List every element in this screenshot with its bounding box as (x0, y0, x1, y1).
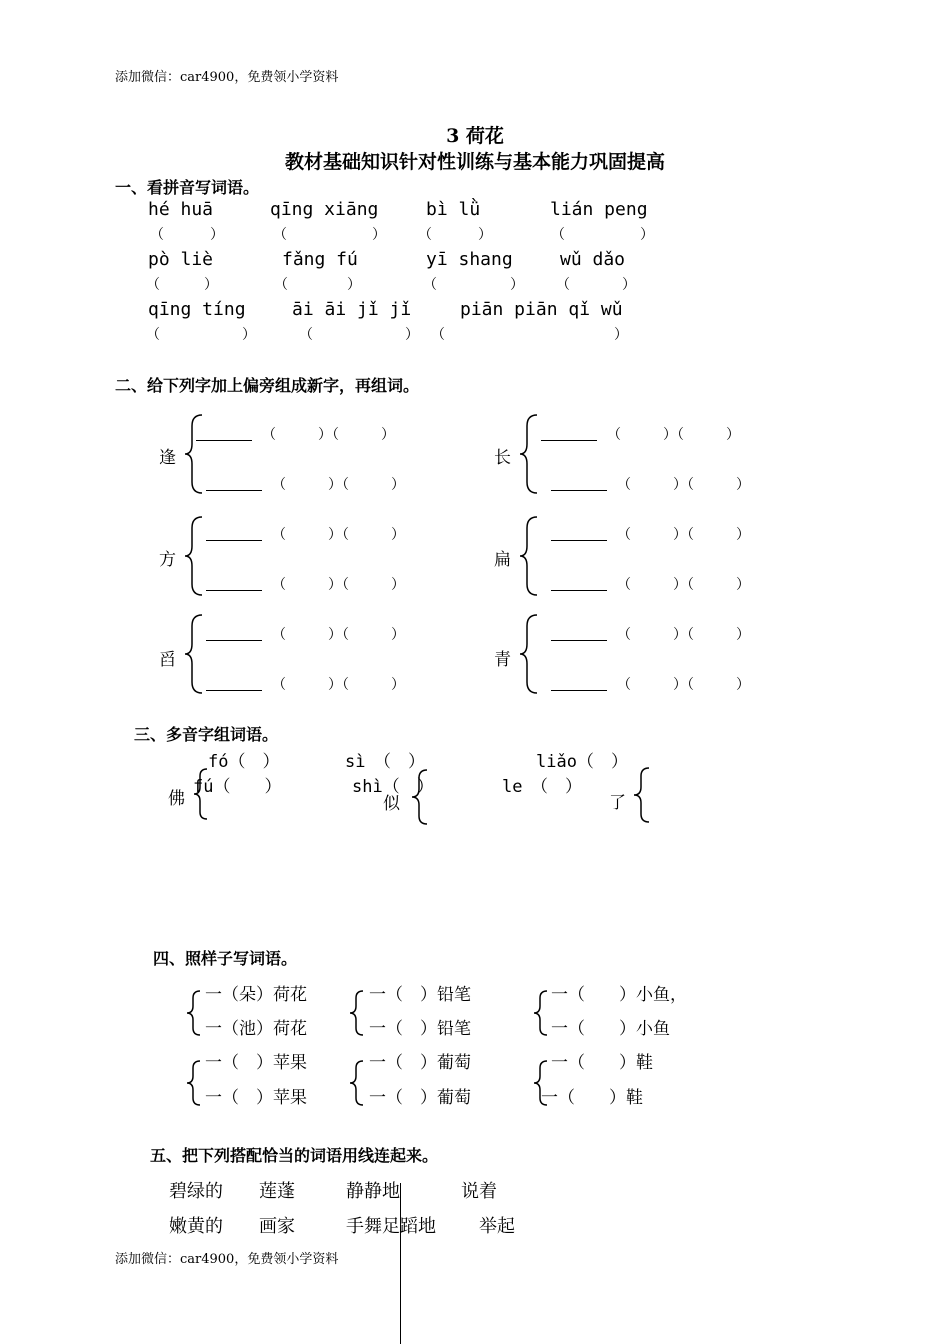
answer-blank[interactable] (551, 490, 607, 491)
match-word[interactable]: 莲蓬 (259, 1181, 295, 1202)
radical-char: 长 (494, 448, 511, 468)
pinyin-pian-pian-qi-wu: piān piān qǐ wǔ (460, 299, 623, 320)
left-brace-icon (533, 990, 549, 1036)
answer-paren-open[interactable]: （ (431, 327, 445, 343)
answer-paren-open[interactable]: （ (146, 277, 160, 293)
answer-blank[interactable] (196, 440, 252, 441)
example-phrase: 一（朵）荷花 (205, 985, 307, 1005)
answer-paren-open[interactable]: （ (274, 277, 288, 293)
radical-char: 舀 (159, 650, 176, 670)
match-word[interactable]: 说着 (461, 1181, 497, 1202)
phrase-blank[interactable]: 一（ ）苹果 (205, 1088, 307, 1108)
left-brace-icon (184, 516, 206, 596)
answer-parens[interactable]: （ ）（ ） (272, 477, 405, 493)
pinyin-lian-peng: lián peng (550, 199, 648, 220)
answer-paren-open[interactable]: （ (150, 227, 164, 243)
pinyin-he-hua: hé huā (148, 199, 214, 220)
page-title: 3 荷花 (446, 125, 504, 147)
phrase-blank[interactable]: 一（ ）鞋 (551, 1053, 653, 1073)
left-brace-icon (184, 414, 206, 494)
reading-le[interactable]: le （ ） (502, 777, 582, 797)
answer-parens[interactable]: （ ）（ ） (617, 627, 750, 643)
header-note: 添加微信：car4900，免费领小学资料 (115, 70, 339, 85)
phrase-blank[interactable]: 一（ ）铅笔 (369, 1019, 471, 1039)
answer-parens[interactable]: （ ）（ ） (617, 527, 750, 543)
left-brace-icon (633, 767, 651, 823)
reading-liao[interactable]: liǎo（ ） (536, 752, 628, 772)
phrase-blank[interactable]: 一（ ）葡萄 (369, 1053, 471, 1073)
answer-paren-close: ） (204, 277, 218, 293)
example-phrase: 一（池）荷花 (205, 1019, 307, 1039)
polyphone-char: 了 (609, 793, 626, 813)
answer-blank[interactable] (541, 440, 597, 441)
reading-fu[interactable]: fú（ ） (193, 777, 282, 797)
radical-char: 逢 (159, 448, 176, 468)
left-brace-icon (349, 1060, 365, 1106)
answer-paren-open[interactable]: （ (551, 227, 565, 243)
pinyin-ai-ai-ji-ji: āi āi jǐ jǐ (292, 299, 412, 320)
polyphone-char: 似 (383, 794, 400, 814)
pinyin-wu-dao: wǔ dǎo (560, 249, 626, 270)
pinyin-bi-lu: bì lǜ (426, 199, 481, 220)
footer-note: 添加微信：car4900，免费领小学资料 (115, 1252, 339, 1267)
answer-parens[interactable]: （ ）（ ） (262, 427, 395, 443)
section-2-heading: 二、给下列字加上偏旁组成新字，再组词。 (115, 376, 420, 395)
answer-blank[interactable] (551, 590, 607, 591)
answer-paren-open[interactable]: （ (423, 277, 437, 293)
section-1-heading: 一、看拼音写词语。 (115, 178, 260, 197)
pinyin-qing-xiang: qīng xiāng (270, 199, 379, 220)
answer-paren-close: ） (622, 277, 636, 293)
phrase-blank[interactable]: 一（ ）鞋 (541, 1088, 643, 1108)
phrase-blank[interactable]: 一（ ）葡萄 (369, 1088, 471, 1108)
match-word[interactable]: 碧绿的 (169, 1181, 223, 1202)
answer-blank[interactable] (206, 540, 262, 541)
answer-parens[interactable]: （ ）（ ） (272, 677, 405, 693)
left-brace-icon (519, 414, 541, 494)
section-3-heading: 三、多音字组词语。 (134, 725, 279, 744)
pinyin-yi-shang: yī shang (426, 249, 513, 270)
answer-paren-close: ） (640, 227, 654, 243)
answer-paren-open[interactable]: （ (556, 277, 570, 293)
phrase-blank[interactable]: 一（ ）苹果 (205, 1053, 307, 1073)
answer-paren-close: ） (405, 327, 419, 343)
polyphone-char: 佛 (168, 789, 185, 809)
left-brace-icon (349, 990, 365, 1036)
answer-blank[interactable] (206, 690, 262, 691)
left-brace-icon (184, 614, 206, 694)
reading-shi[interactable]: shì（ ） (352, 777, 434, 797)
answer-paren-close: ） (347, 277, 361, 293)
answer-parens[interactable]: （ ）（ ） (617, 577, 750, 593)
match-word[interactable]: 静静地 (346, 1181, 400, 1202)
answer-blank[interactable] (551, 640, 607, 641)
reading-si[interactable]: sì （ ） (345, 752, 425, 772)
answer-parens[interactable]: （ ）（ ） (617, 477, 750, 493)
answer-parens[interactable]: （ ）（ ） (617, 677, 750, 693)
radical-char: 青 (494, 650, 511, 670)
answer-paren-open[interactable]: （ (146, 327, 160, 343)
answer-blank[interactable] (206, 590, 262, 591)
section-4-heading: 四、照样子写词语。 (153, 949, 298, 968)
answer-paren-close: ） (372, 227, 386, 243)
answer-parens[interactable]: （ ）（ ） (272, 527, 405, 543)
left-brace-icon (519, 614, 541, 694)
pinyin-fang-fu: fǎng fú (282, 249, 358, 270)
answer-blank[interactable] (551, 540, 607, 541)
answer-paren-close: ） (210, 227, 224, 243)
phrase-blank[interactable]: 一（ ）铅笔 (369, 985, 471, 1005)
match-word[interactable]: 嫩黄的 (169, 1216, 223, 1237)
answer-parens[interactable]: （ ）（ ） (272, 627, 405, 643)
reading-fo[interactable]: fó（ ） (208, 752, 280, 772)
answer-parens[interactable]: （ ）（ ） (272, 577, 405, 593)
match-word[interactable]: 手舞足蹈地 (346, 1216, 436, 1237)
answer-paren-open[interactable]: （ (299, 327, 313, 343)
answer-blank[interactable] (551, 690, 607, 691)
left-brace-icon (519, 516, 541, 596)
phrase-blank[interactable]: 一（ ）小鱼， (551, 985, 687, 1005)
phrase-blank[interactable]: 一（ ）小鱼 (551, 1019, 670, 1039)
answer-blank[interactable] (206, 490, 262, 491)
left-brace-icon (186, 1060, 202, 1106)
match-word[interactable]: 画家 (259, 1216, 295, 1237)
pinyin-qing-ting: qīng tíng (148, 299, 246, 320)
match-word[interactable]: 举起 (479, 1216, 515, 1237)
answer-paren-close: ） (614, 327, 628, 343)
answer-parens[interactable]: （ ）（ ） (607, 427, 740, 443)
page-subtitle: 教材基础知识针对性训练与基本能力巩固提高 (284, 151, 665, 173)
answer-paren-open[interactable]: （ (273, 227, 287, 243)
left-brace-icon (186, 990, 202, 1036)
pinyin-po-lie: pò liè (148, 249, 214, 270)
radical-char: 扁 (494, 550, 511, 570)
answer-paren-open[interactable]: （ (418, 227, 432, 243)
answer-paren-close: ） (478, 227, 492, 243)
answer-paren-close: ） (510, 277, 524, 293)
answer-blank[interactable] (206, 640, 262, 641)
divider-line (400, 1183, 401, 1344)
answer-paren-close: ） (242, 327, 256, 343)
section-5-heading: 五、把下列搭配恰当的词语用线连起来。 (150, 1146, 439, 1165)
radical-char: 方 (159, 550, 176, 570)
